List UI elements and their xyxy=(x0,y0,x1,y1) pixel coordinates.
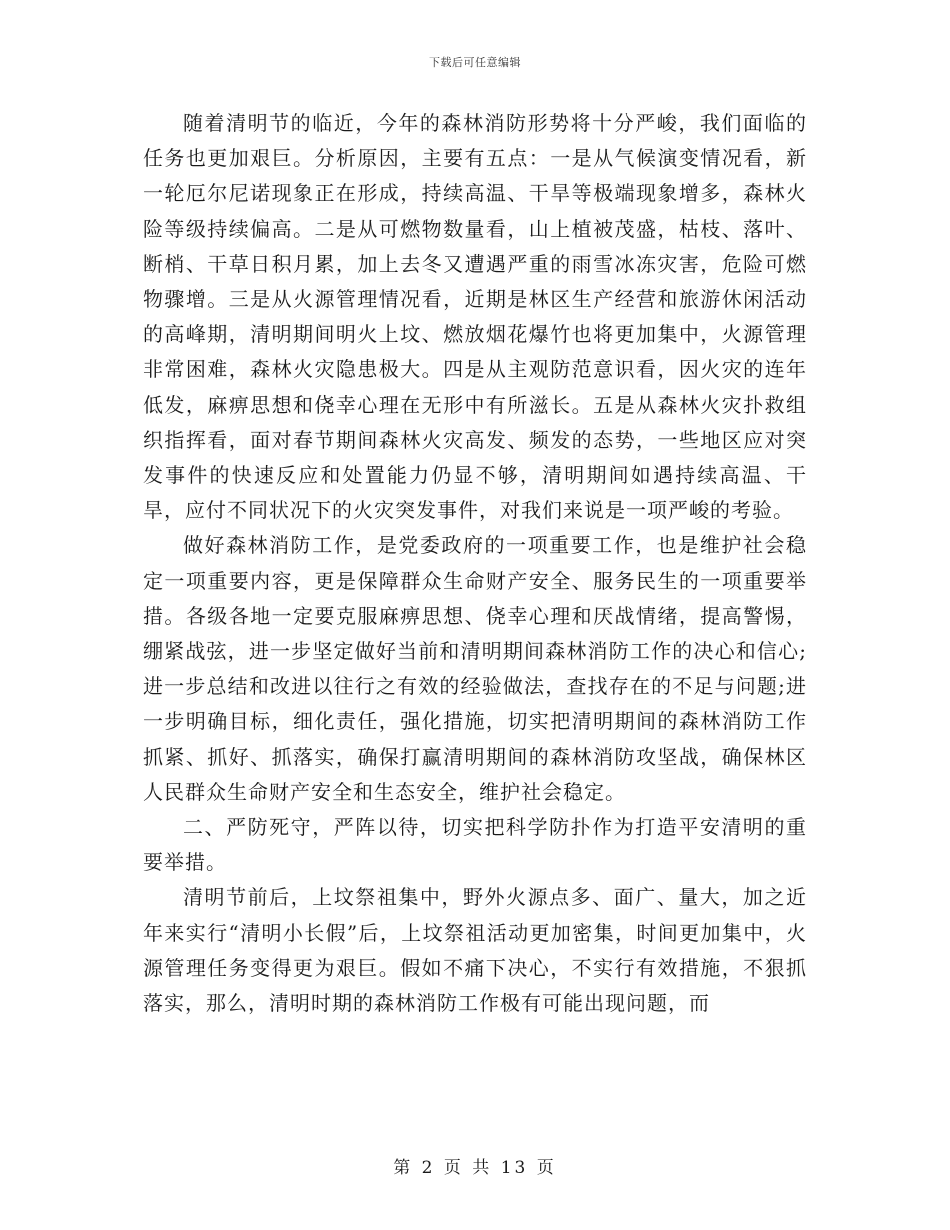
paragraph: 清明节前后，上坟祭祖集中，野外火源点多、面广、量大，加之近年来实行“清明小长假”后，上坟祭祖活动更加密集，时间更加集中，火源管理任务变得更为艰巨。假如不痛下决心，不实行有效措施，不狠抓落实，那么，清明时期的森林消防工作极有可能出现问题，而 xyxy=(143,885,807,1016)
section-heading-paragraph: 二、严防死守，严阵以待，切实把科学防扑作为打造平安清明的重要举措。 xyxy=(143,815,807,875)
header-note: 下载后可任意编辑 xyxy=(429,56,521,69)
paragraph: 做好森林消防工作，是党委政府的一项重要工作，也是维护社会稳定一项重要内容，更是保障群众生命财产安全、服务民生的一项重要举措。各级各地一定要克服麻痹思想、侥幸心理和厌战情绪，提高警惕，绷紧战弦，进一步坚定做好当前和清明期间森林消防工作的决心和信心;进一步总结和改进以往行之有效的经验做法，查找存在的不足与问题;进一步明确目标，细化责任，强化措施，切实把清明期间的森林消防工作抓紧、抓好、抓落实，确保打赢清明期间的森林消防攻坚战，确保林区人民群众生命财产安全和生态安全，维护社会稳定。 xyxy=(143,533,807,804)
paragraph: 随着清明节的临近，今年的森林消防形势将十分严峻，我们面临的任务也更加艰巨。分析原因，主要有五点：一是从气候演变情况看，新一轮厄尔尼诺现象正在形成，持续高温、干旱等极端现象增多，森林火险等级持续偏高。二是从可燃物数量看，山上植被茂盛，枯枝、落叶、断梢、干草日积月累，加上去冬又遭遇严重的雨雪冰冻灾害，危险可燃物骤增。三是从火源管理情况看，近期是林区生产经营和旅游休闲活动的高峰期，清明期间明火上坟、燃放烟花爆竹也将更加集中，火源管理非常困难，森林火灾隐患极大。四是从主观防范意识看，因火灾的连年低发，麻痹思想和侥幸心理在无形中有所滋长。五是从森林火灾扑救组织指挥看，面对春节期间森林火灾高发、频发的态势，一些地区应对突发事件的快速反应和处置能力仍显不够，清明期间如遇持续高温、干旱，应付不同状况下的火灾突发事件，对我们来说是一项严峻的考验。 xyxy=(143,111,807,523)
page-number: 第 2 页 共 13 页 xyxy=(393,1158,557,1178)
document-body xyxy=(143,106,807,1021)
